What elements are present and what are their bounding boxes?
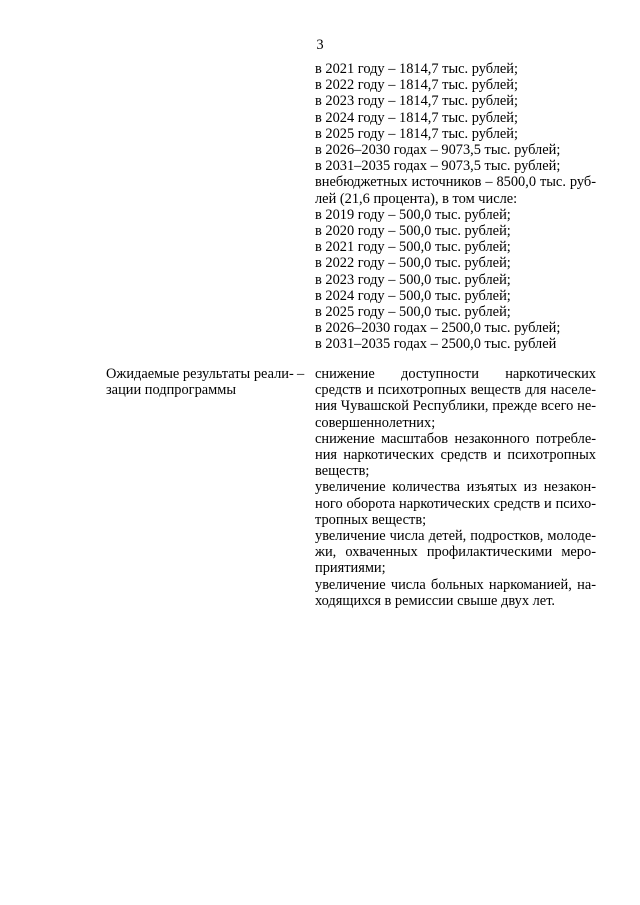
- extra-budget-line: в 2020 году – 500,0 тыс. рублей;: [315, 223, 511, 240]
- result-item: [315, 528, 596, 577]
- financing-line: в 2022 году – 1814,7 тыс. рублей;: [315, 77, 518, 94]
- results-label: [106, 366, 294, 399]
- extra-budget-intro-line: внебюджетных источников – 8500,0 тыс. руб-: [315, 174, 596, 191]
- results-label-line: зации подпрограммы: [106, 382, 237, 399]
- result-line: веществ;: [315, 463, 370, 480]
- result-item: [315, 577, 596, 609]
- financing-line: в 2025 году – 1814,7 тыс. рублей;: [315, 125, 518, 142]
- result-line: снижение масштабов незаконного потребле-: [315, 430, 596, 447]
- financing-line: в 2024 году – 1814,7 тыс. рублей;: [315, 109, 518, 126]
- result-line: ния наркотических средств и психотропных: [315, 447, 596, 464]
- extra-budget-line: в 2023 году – 500,0 тыс. рублей;: [315, 271, 511, 288]
- financing-block: [315, 61, 596, 353]
- result-line: ходящихся в ремиссии свыше двух лет.: [315, 592, 555, 609]
- result-line: увеличение числа детей, подростков, молоде-: [315, 528, 596, 545]
- result-line: приятиями;: [315, 560, 386, 577]
- result-line: совершеннолетних;: [315, 414, 436, 431]
- result-line: ния Чувашской Республики, прежде всего не-: [315, 398, 596, 415]
- page-number: 3: [316, 37, 324, 53]
- financing-line: в 2031–2035 годах – 9073,5 тыс. рублей;: [315, 158, 561, 175]
- extra-budget-line: в 2031–2035 годах – 2500,0 тыс. рублей: [315, 336, 557, 353]
- result-line: средств и психотропных веществ для населе-: [315, 382, 596, 399]
- results-dash: –: [297, 366, 305, 382]
- extra-budget-intro-line: лей (21,6 процента), в том числе:: [315, 190, 518, 207]
- result-line: жи, охваченных профилактическими меро-: [315, 544, 596, 561]
- extra-budget-line: в 2026–2030 годах – 2500,0 тыс. рублей;: [315, 320, 561, 337]
- results-label-line: Ожидаемые результаты реали-: [106, 366, 294, 382]
- result-line: тропных веществ;: [315, 511, 427, 528]
- results-block: [315, 366, 596, 609]
- result-line: снижение доступности наркотических: [315, 366, 596, 382]
- extra-budget-line: в 2019 году – 500,0 тыс. рублей;: [315, 206, 511, 223]
- financing-line: в 2026–2030 годах – 9073,5 тыс. рублей;: [315, 142, 561, 159]
- result-line: ного оборота наркотических средств и психо-: [315, 495, 596, 512]
- extra-budget-line: в 2024 году – 500,0 тыс. рублей;: [315, 287, 511, 304]
- financing-line: в 2021 году – 1814,7 тыс. рублей;: [315, 61, 518, 77]
- result-line: увеличение числа больных наркоманией, на-: [315, 576, 596, 593]
- result-item: [315, 479, 596, 528]
- result-item: [315, 366, 596, 431]
- extra-budget-line: в 2025 году – 500,0 тыс. рублей;: [315, 304, 511, 321]
- extra-budget-line: в 2021 году – 500,0 тыс. рублей;: [315, 239, 511, 256]
- result-line: увеличение количества изъятых из незакон-: [315, 479, 596, 496]
- result-item: [315, 431, 596, 480]
- financing-line: в 2023 году – 1814,7 тыс. рублей;: [315, 93, 518, 110]
- extra-budget-line: в 2022 году – 500,0 тыс. рублей;: [315, 255, 511, 272]
